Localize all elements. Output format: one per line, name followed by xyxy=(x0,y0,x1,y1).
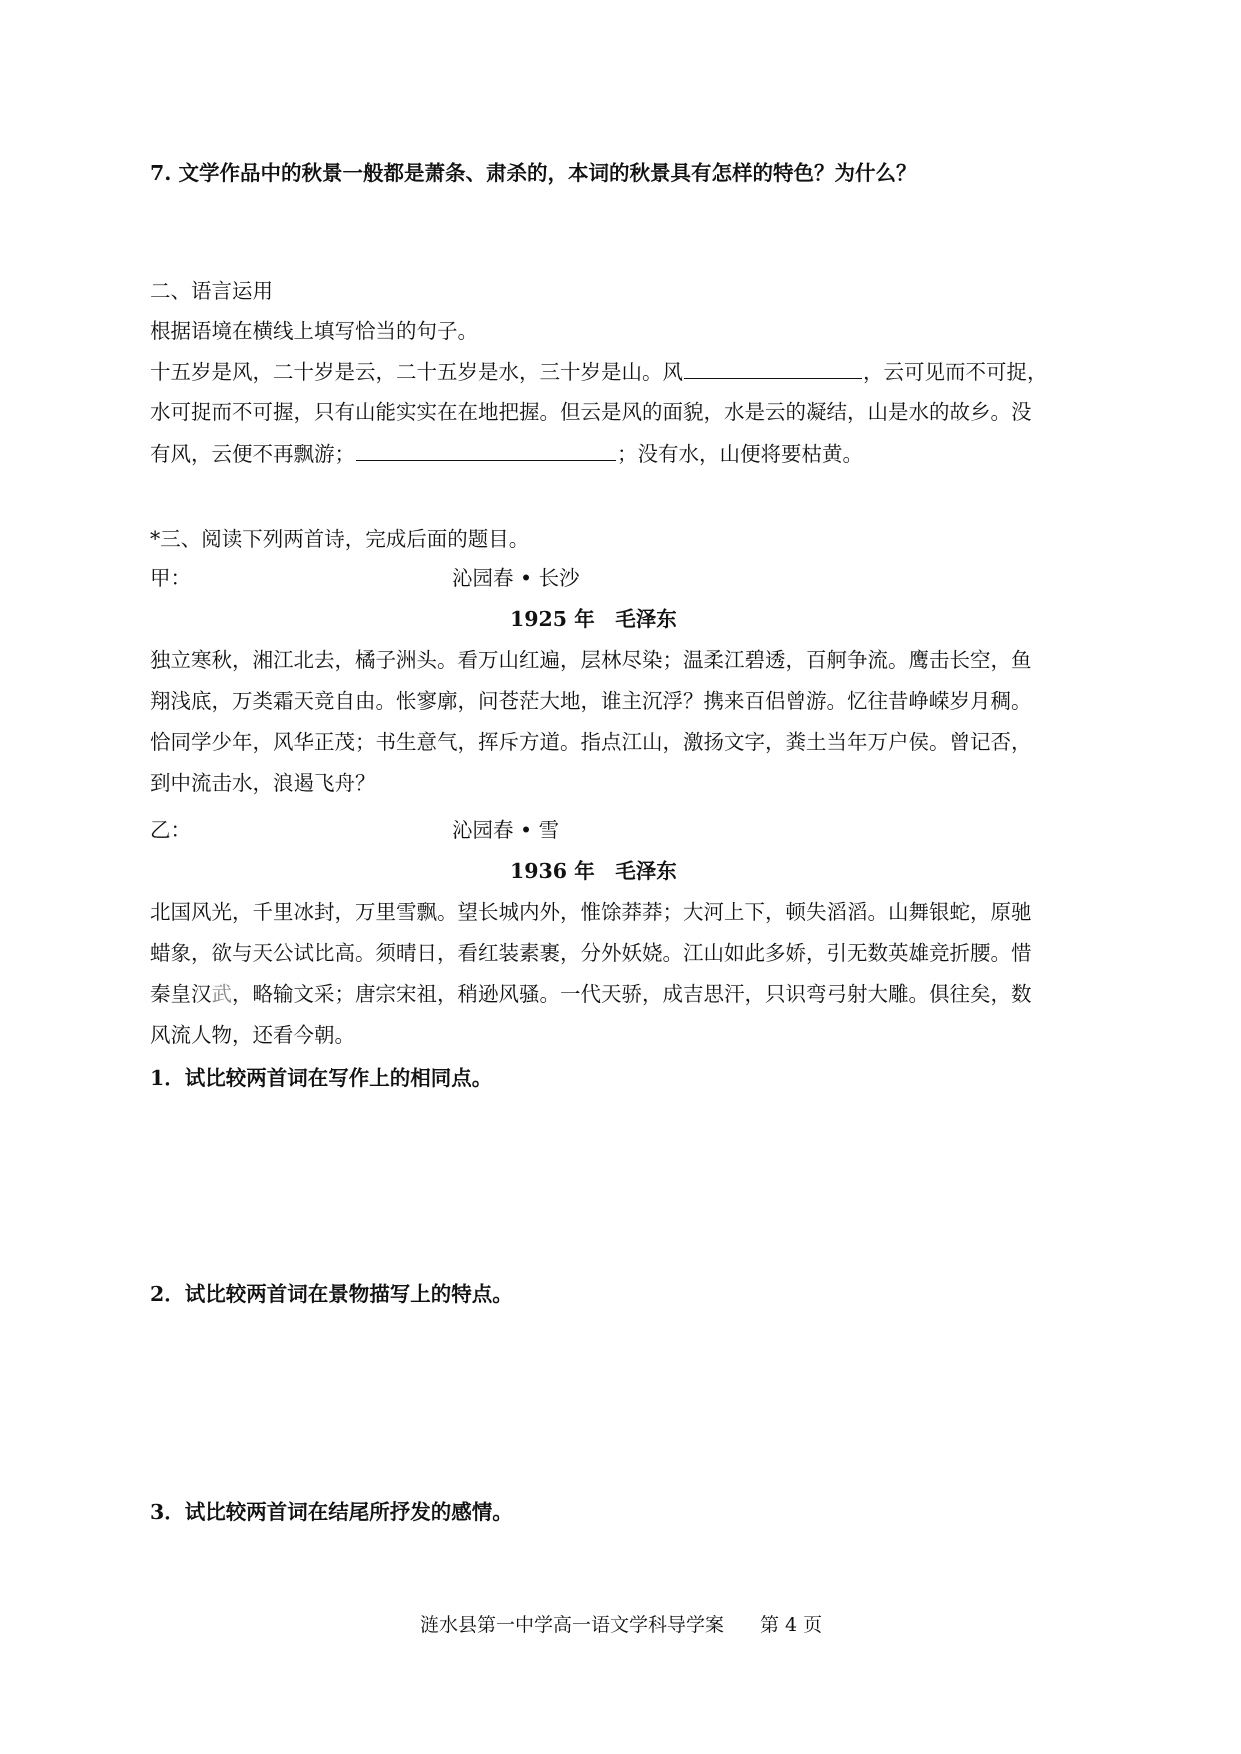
poem-1-title: 沁园春 • 长沙 xyxy=(452,566,580,590)
poem-2-line: 蜡象，欲与天公试比高。须晴日，看红装素裹，分外妖娆。江山如此多娇，引无数英雄竞折腰。惜 xyxy=(150,941,1032,965)
question-7: 7. 文学作品中的秋景一般都是萧条、肃杀的，本词的秋景具有怎样的特色？为什么？ xyxy=(150,161,917,185)
section-2-heading: 二、语言运用 xyxy=(150,279,273,303)
question-1: 1．试比较两首词在写作上的相同点。 xyxy=(150,1066,493,1090)
poem-1-label: 甲： xyxy=(150,566,191,590)
section-3-heading: *三、阅读下列两首诗，完成后面的题目。 xyxy=(150,527,530,551)
fill-in-line-2: 水可捉而不可握，只有山能实实在在地把握。但云是风的面貌，水是云的凝结，山是水的故乡。没 xyxy=(150,400,1032,424)
fill-in-line-1 xyxy=(150,356,1100,387)
poem-2-title: 沁园春 • 雪 xyxy=(452,818,560,842)
poem-1-line: 独立寒秋，湘江北去，橘子洲头。看万山红遍，层林尽染；温柔江碧透，百舸争流。鹰击长空，鱼 xyxy=(150,648,1032,672)
poem-2-line xyxy=(150,979,1100,1009)
fill-in-line-3 xyxy=(150,438,1100,469)
poem-2-label: 乙： xyxy=(150,818,191,842)
poem-1-line: 恰同学少年，风华正茂；书生意气，挥斥方道。指点江山，激扬文字，粪土当年万户侯。曾记否， xyxy=(150,730,1032,754)
section-2-instruction: 根据语境在横线上填写恰当的句子。 xyxy=(150,319,478,343)
poem-1-line: 到中流击水，浪遏飞舟？ xyxy=(150,771,376,795)
poem-2-line: 北国风光，千里冰封，万里雪飘。望长城内外，惟馀莽莽；大河上下，顿失滔滔。山舞银蛇，原驰 xyxy=(150,900,1032,924)
poem-2-gray-char: 武 xyxy=(211,982,232,1006)
fill-in-text-before: 十五岁是风，二十岁是云，二十五岁是水，三十岁是山。风 xyxy=(150,360,683,384)
fill-in-text-before: 有风，云便不再飘游； xyxy=(150,442,355,466)
page-footer xyxy=(420,1610,920,1640)
poem-1-year-author: 1925 年 毛泽东 xyxy=(510,607,677,631)
footer-school: 涟水县第一中学高一语文学科导学案 xyxy=(420,1614,725,1636)
answer-blank-2[interactable] xyxy=(356,438,616,461)
poem-2-line-end: ，略输文采；唐宗宋祖，稍逊风骚。一代天骄，成吉思汗，只识弯弓射大雕。俱往矣，数 xyxy=(232,982,1032,1006)
poem-2-year-author: 1936 年 毛泽东 xyxy=(510,859,677,883)
fill-in-text-after: ；没有水，山便将要枯黄。 xyxy=(617,442,863,466)
answer-blank-1[interactable] xyxy=(684,356,862,379)
fill-in-text-after: ，云可见而不可捉， xyxy=(863,360,1048,384)
poem-1-line: 翔浅底，万类霜天竞自由。怅寥廓，问苍茫大地，谁主沉浮？携来百侣曾游。忆往昔峥嵘岁月稠。 xyxy=(150,689,1032,713)
poem-2-line: 风流人物，还看今朝。 xyxy=(150,1023,355,1047)
question-2: 2．试比较两首词在景物描写上的特点。 xyxy=(150,1282,513,1306)
poem-2-line-start: 秦皇汉 xyxy=(150,982,212,1006)
footer-page-number: 第 4 页 xyxy=(760,1614,823,1636)
question-3: 3．试比较两首词在结尾所抒发的感情。 xyxy=(150,1500,513,1524)
